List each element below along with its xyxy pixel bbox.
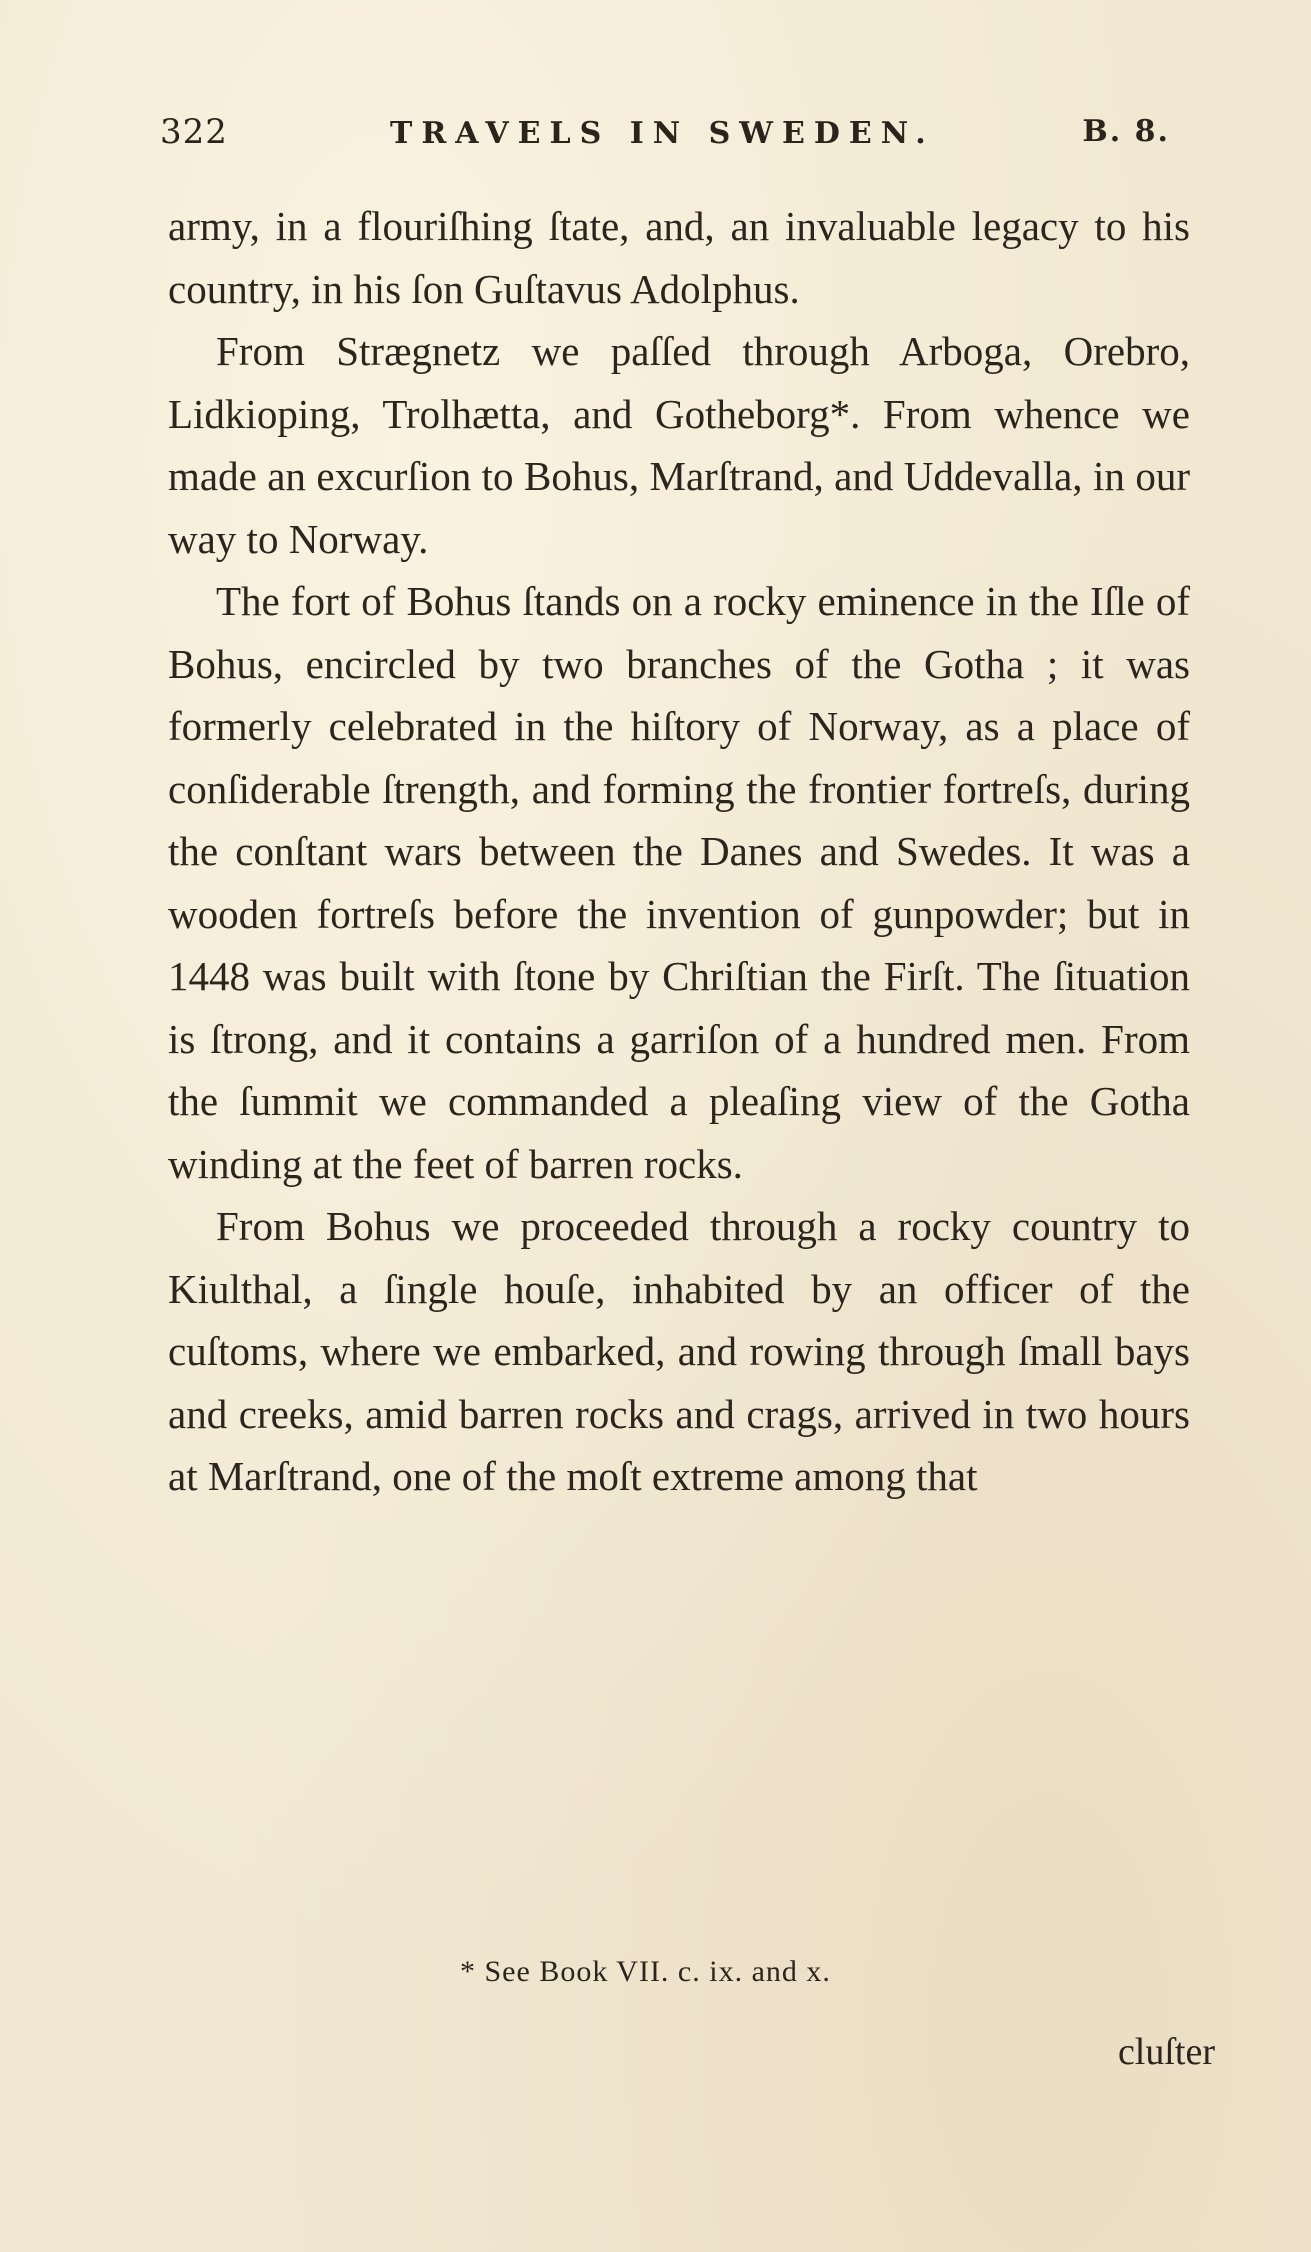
running-title: TRAVELS IN SWEDEN.: [390, 116, 935, 151]
paragraph-marstrand: From Bohus we proceeded through a rocky country to Kiulthal, a ſingle houſe, inhabited by an officer of the cuſtoms, where we embarked, and rowing through ſmall bays and creeks, amid barren rocks and crags, arrived in two hours at Marſtrand, one of the moſt extreme among that: [168, 1203, 1190, 1499]
book-reference: B. 8.: [1082, 114, 1170, 149]
catchword: cluſter: [1117, 2031, 1215, 2073]
paragraph-continuation: army, in a flouriſhing ſtate, and, an invaluable legacy to his country, in his ſon Guſtavus Adolphus.: [168, 203, 1190, 312]
page-number: 322: [160, 112, 228, 152]
footnote: * See Book VII. c. ix. and x.: [460, 1955, 831, 1988]
paragraph-fort-bohus: The fort of Bohus ſtands on a rocky eminence in the Iſle of Bohus, encircled by two branches of the Gotha ; it was formerly celebrated in the hiſtory of Norway, as a place of conſiderable ſtrength, and forming the frontier fortreſs, during the conſtant wars between the Danes and Swedes. It was a wooden fortreſs before the invention of gunpowder; but in 1448 was built with ſtone by Chriſtian the Firſt. The ſituation is ſtrong, and it contains a garriſon of a hundred men. From the ſummit we commanded a pleaſing view of the Gotha winding at the feet of barren rocks.: [168, 578, 1190, 1187]
page-header: [160, 112, 1190, 162]
paragraph-route: From Strægnetz we paſſed through Arboga, Orebro, Lidkioping, Trolhætta, and Gotheborg*. From whence we made an excurſion to Bohus, Marſtrand, and Uddevalla, in our way to Norway.: [168, 328, 1190, 562]
body-text: [168, 195, 1190, 1508]
